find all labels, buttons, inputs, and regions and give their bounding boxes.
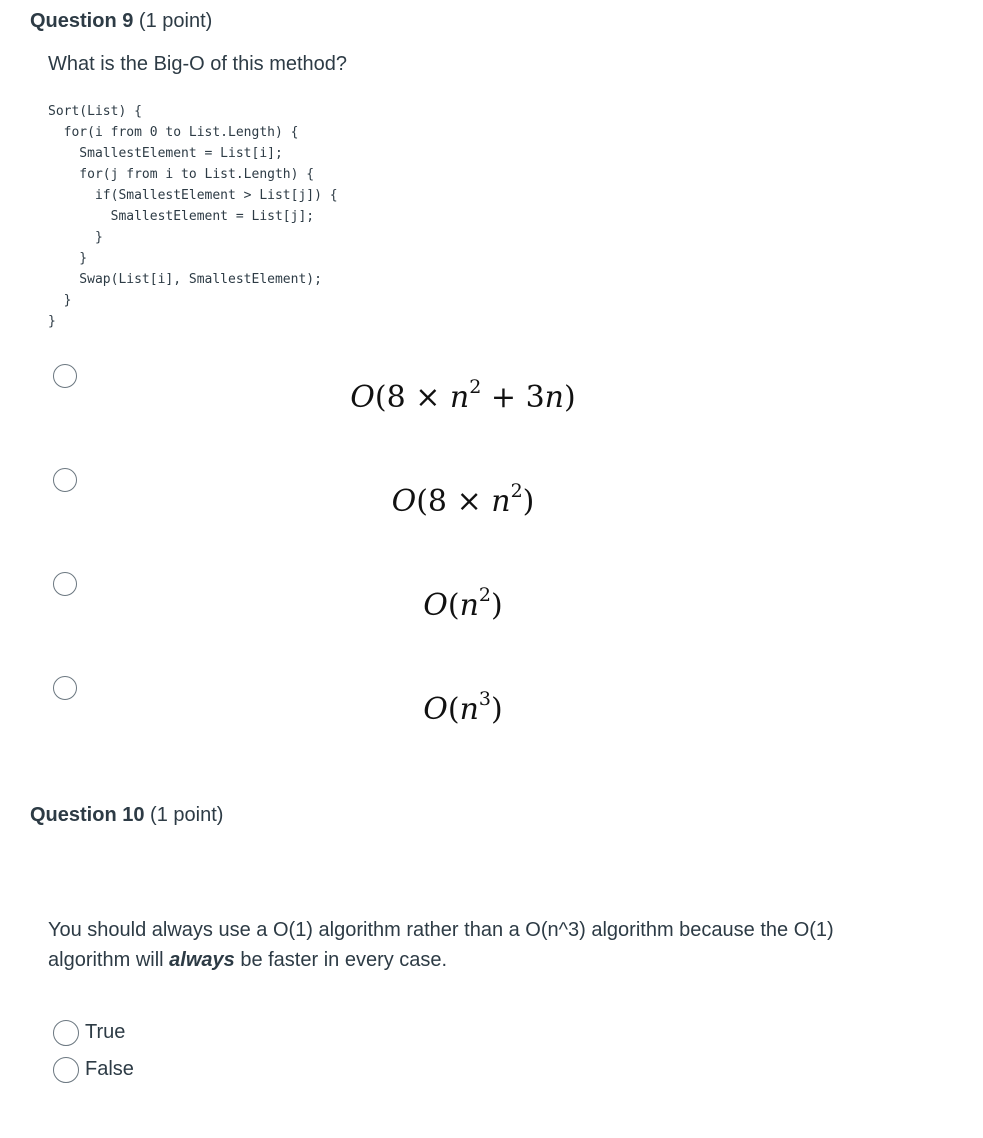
question-9-points: (1 point) <box>138 10 213 32</box>
option-b-radio[interactable] <box>53 468 77 492</box>
option-d-radio[interactable] <box>53 676 77 700</box>
code-line: if(SmallestElement > List[j]) { <box>48 188 338 203</box>
code-line: } <box>48 314 56 329</box>
option-a-radio[interactable] <box>53 364 77 388</box>
option-false-radio[interactable] <box>53 1057 79 1083</box>
option-d-expression: $O(n^3)$ <box>423 687 503 727</box>
option-c-radio[interactable] <box>53 572 77 596</box>
code-line: SmallestElement = List[j]; <box>48 209 315 224</box>
code-line: for(i from 0 to List.Length) { <box>48 125 299 140</box>
question-9-heading <box>30 9 212 33</box>
option-b-expression: $O(8 \times n^2)$ <box>391 479 535 519</box>
option-c-expression: $O(n^2)$ <box>423 583 503 623</box>
option-true-label[interactable]: True <box>85 1021 126 1043</box>
code-line: SmallestElement = List[i]; <box>48 146 283 161</box>
code-line: Sort(List) { <box>48 104 142 119</box>
option-true-radio[interactable] <box>53 1020 79 1046</box>
code-line: for(j from i to List.Length) { <box>48 167 315 182</box>
code-line: } <box>48 230 103 245</box>
code-block <box>48 101 338 332</box>
question-10-heading <box>30 803 223 827</box>
question-9-title: Question 9 <box>30 10 134 32</box>
question-10-prompt: You should always use a O(1) algorithm rather than a O(n^3) algorithm because the O(1) algorithm will always be faster in every case. <box>48 919 834 971</box>
option-false-label[interactable]: False <box>85 1058 134 1080</box>
question-9-prompt: What is the Big-O of this method? <box>48 53 348 75</box>
question-10-title: Question 10 <box>30 804 145 826</box>
emphasis-always: always <box>169 949 235 971</box>
code-line: Swap(List[i], SmallestElement); <box>48 272 322 287</box>
code-line: } <box>48 251 88 266</box>
question-10-points: (1 point) <box>150 804 224 826</box>
option-a-expression: $O(8 \times n^2 + 3n)$ <box>350 375 576 415</box>
code-line: } <box>48 293 72 308</box>
